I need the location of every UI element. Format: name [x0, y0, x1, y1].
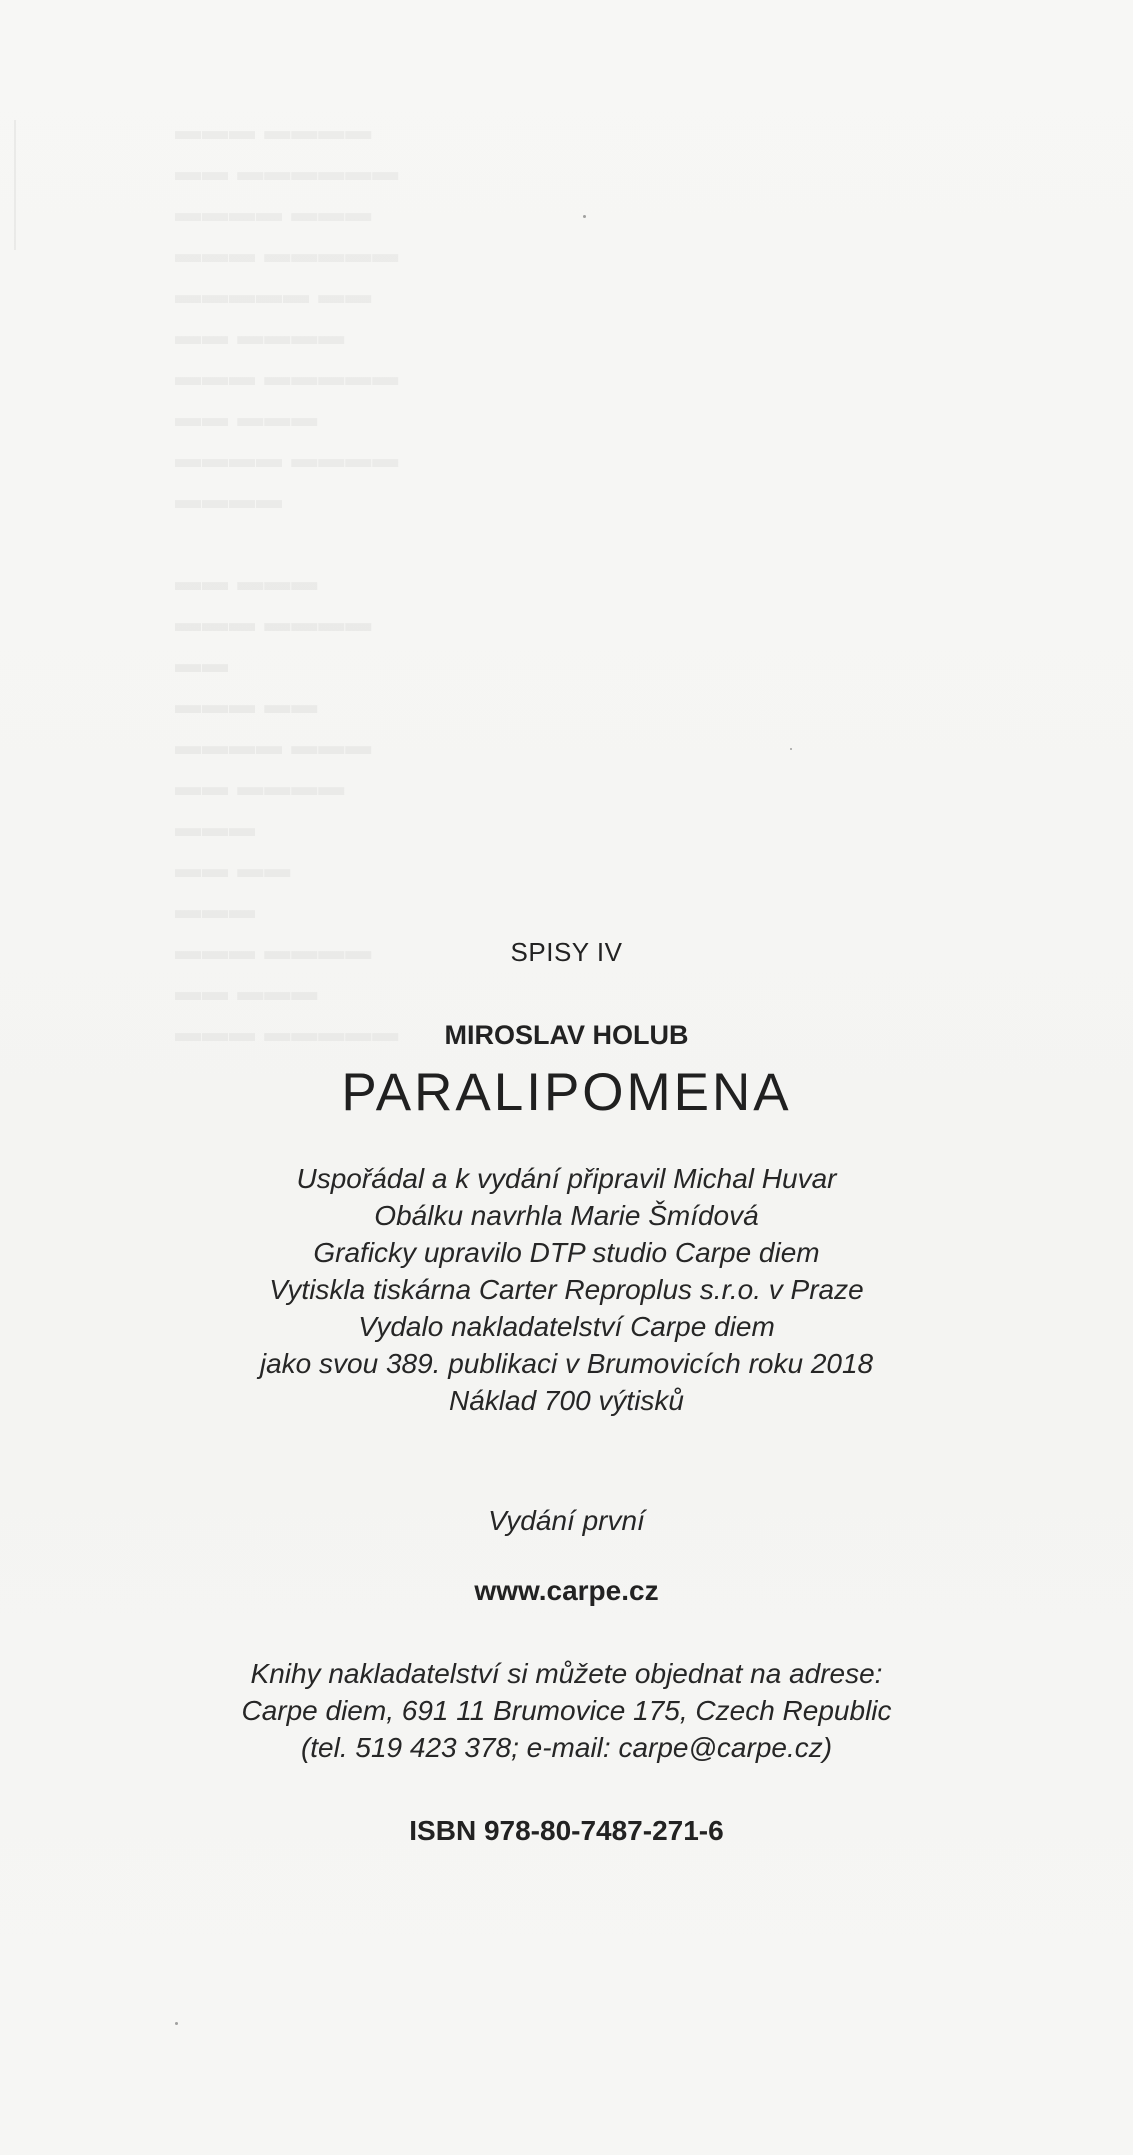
series-label: SPISY IV: [510, 937, 623, 967]
book-title: PARALIPOMENA: [341, 1063, 792, 1122]
paper-speck: [175, 2022, 178, 2025]
credit-line: Obálku navrhla Marie Šmídová: [374, 1200, 759, 1231]
order-info-line: (tel. 519 423 378; e-mail: carpe@carpe.cz): [300, 1732, 833, 1763]
credit-line: Uspořádal a k vydání připravil Michal Huvar: [296, 1163, 837, 1194]
order-info-line: Carpe diem, 691 11 Brumovice 175, Czech Republic: [241, 1695, 892, 1726]
credit-line: Graficky upravilo DTP studio Carpe diem: [313, 1237, 820, 1268]
website-link[interactable]: www.carpe.cz: [474, 1575, 659, 1606]
paper-speck: [583, 215, 586, 218]
page-edge-mark: [14, 120, 16, 250]
isbn-number: ISBN 978-80-7487-271-6: [409, 1815, 724, 1846]
credit-line: Náklad 700 výtisků: [448, 1385, 684, 1416]
credit-line: Vytiskla tiskárna Carter Reproplus s.r.o. v Praze: [269, 1274, 864, 1305]
paper-speck: [790, 748, 792, 750]
credits-block: [0, 1160, 1133, 1419]
edition-note: Vydání první: [488, 1505, 645, 1536]
credit-line: jako svou 389. publikaci v Brumovicích roku 2018: [259, 1348, 874, 1379]
credit-line: Vydalo nakladatelství Carpe diem: [358, 1311, 775, 1342]
order-info-block: [0, 1655, 1133, 1766]
reverse-page-bleed-through: [175, 110, 435, 1053]
author-name: MIROSLAV HOLUB: [444, 1020, 689, 1050]
order-info-line: Knihy nakladatelství si můžete objednat na adrese:: [250, 1658, 883, 1689]
